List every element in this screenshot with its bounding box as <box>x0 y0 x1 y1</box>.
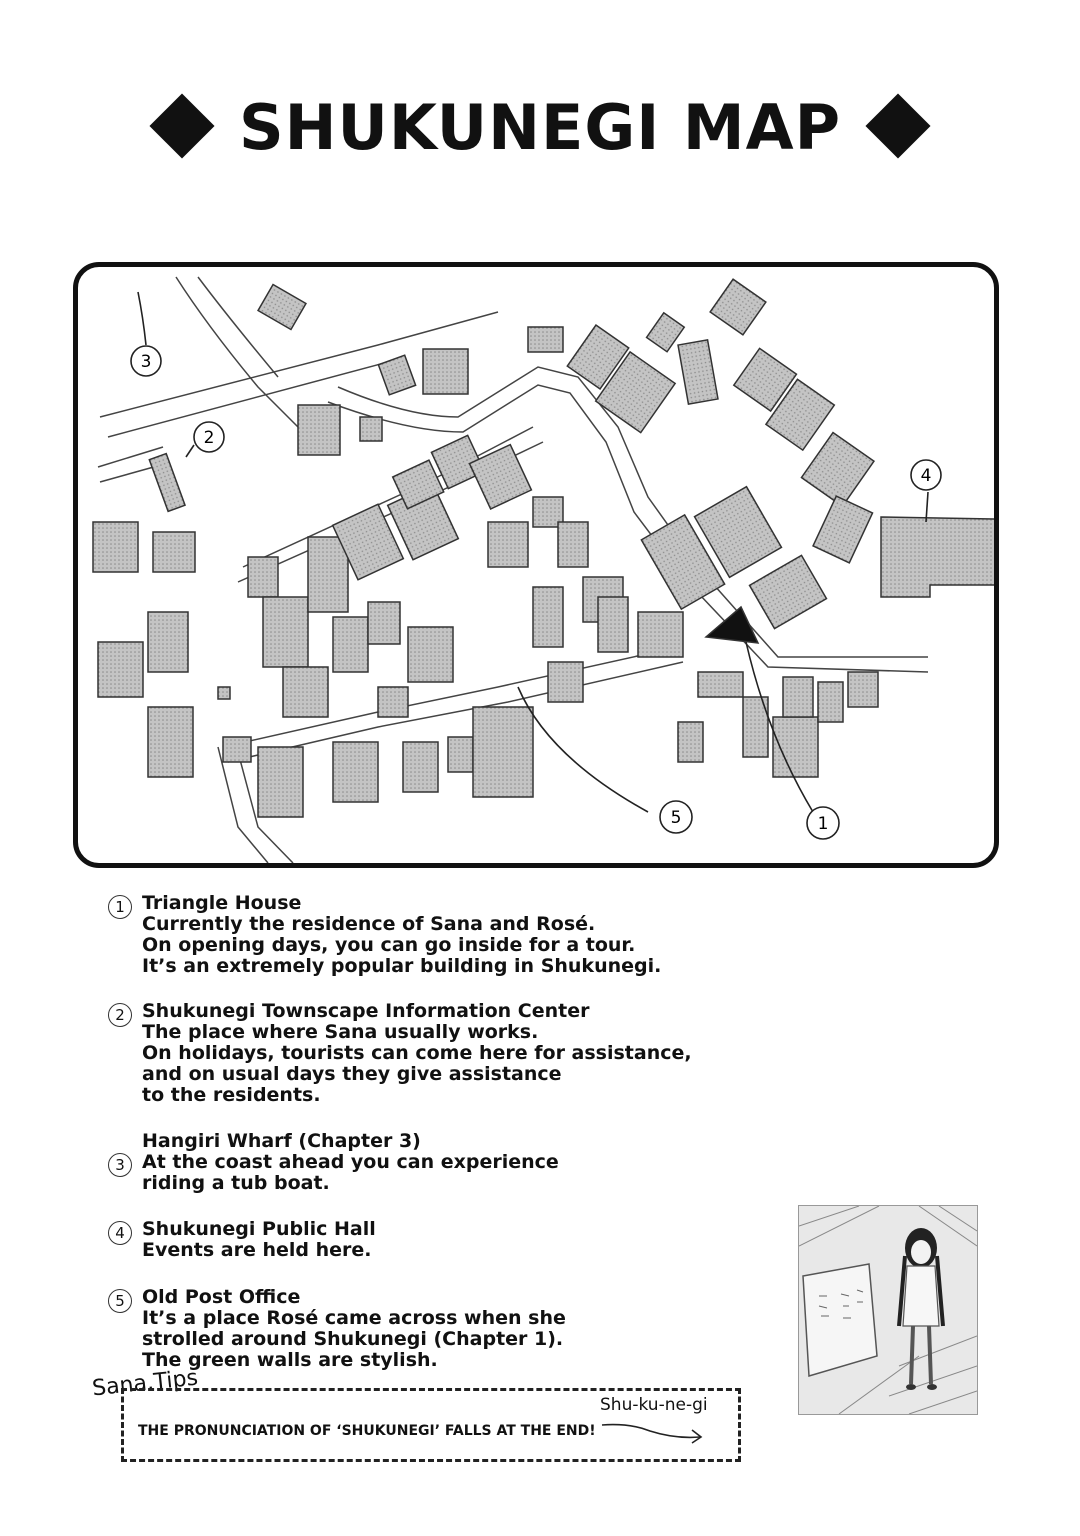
legend-number-1: 1 <box>108 895 132 919</box>
legend-4-line: Events are held here. <box>142 1239 372 1261</box>
svg-text:4: 4 <box>920 466 932 486</box>
legend-number-2: 2 <box>108 1003 132 1027</box>
legend-1-line: Currently the residence of Sana and Rosé. <box>142 913 596 935</box>
legend-5-line: The green walls are stylish. <box>142 1349 438 1371</box>
legend-entry-4 <box>108 1219 808 1261</box>
svg-text:1: 1 <box>817 814 829 834</box>
arrow-right-icon <box>600 1419 710 1449</box>
legend-3-title: Hangiri Wharf (Chapter 3) <box>142 1130 421 1152</box>
illustration-image <box>798 1205 978 1415</box>
tips-box <box>121 1388 741 1462</box>
diamond-left-icon <box>149 93 214 158</box>
map-legend <box>108 893 808 1371</box>
tips-pronunciation: Shu-ku-ne-gi <box>600 1395 708 1415</box>
legend-1-line: It’s an extremely popular building in Shukunegi. <box>142 955 662 977</box>
legend-5-line: strolled around Shukunegi (Chapter 1). <box>142 1328 564 1350</box>
tips-text: THE PRONUNCIATION OF ‘SHUKUNEGI’ FALLS AT THE END! <box>138 1423 596 1439</box>
legend-2-line: to the residents. <box>142 1084 321 1106</box>
svg-text:2: 2 <box>203 428 215 448</box>
legend-1-title: Triangle House <box>142 892 302 914</box>
legend-3-line: At the coast ahead you can experience <box>142 1151 559 1173</box>
legend-5-line: It’s a place Rosé came across when she <box>142 1307 566 1329</box>
page-title <box>0 88 1080 168</box>
marker-2 <box>194 422 224 452</box>
legend-number-3: 3 <box>108 1153 132 1177</box>
legend-2-title: Shukunegi Townscape Information Center <box>142 1000 590 1022</box>
buildings <box>93 279 994 817</box>
legend-4-title: Shukunegi Public Hall <box>142 1218 376 1240</box>
illustration-drawing <box>799 1206 977 1414</box>
svg-text:5: 5 <box>670 808 682 828</box>
title-text: SHUKUNEGI MAP <box>238 91 842 164</box>
legend-number-4: 4 <box>108 1221 132 1245</box>
legend-entry-3 <box>108 1131 808 1194</box>
town-map <box>73 262 999 868</box>
legend-2-line: On holidays, tourists can come here for assistance, <box>142 1042 692 1064</box>
legend-entry-1 <box>108 893 808 977</box>
marker-1 <box>807 807 839 839</box>
map-drawing <box>78 267 994 863</box>
legend-2-line: and on usual days they give assistance <box>142 1063 562 1085</box>
svg-text:3: 3 <box>140 352 152 372</box>
marker-4 <box>911 460 941 490</box>
marker-3 <box>131 346 161 376</box>
legend-3-line: riding a tub boat. <box>142 1172 330 1194</box>
legend-entry-5 <box>108 1287 808 1371</box>
legend-2-line: The place where Sana usually works. <box>142 1021 539 1043</box>
legend-5-title: Old Post Office <box>142 1286 301 1308</box>
legend-1-line: On opening days, you can go inside for a tour. <box>142 934 636 956</box>
legend-entry-2 <box>108 1001 808 1106</box>
diamond-right-icon <box>866 93 931 158</box>
legend-number-5: 5 <box>108 1289 132 1313</box>
marker-5 <box>660 801 692 833</box>
tips-label: Sana.Tips <box>90 1365 200 1402</box>
